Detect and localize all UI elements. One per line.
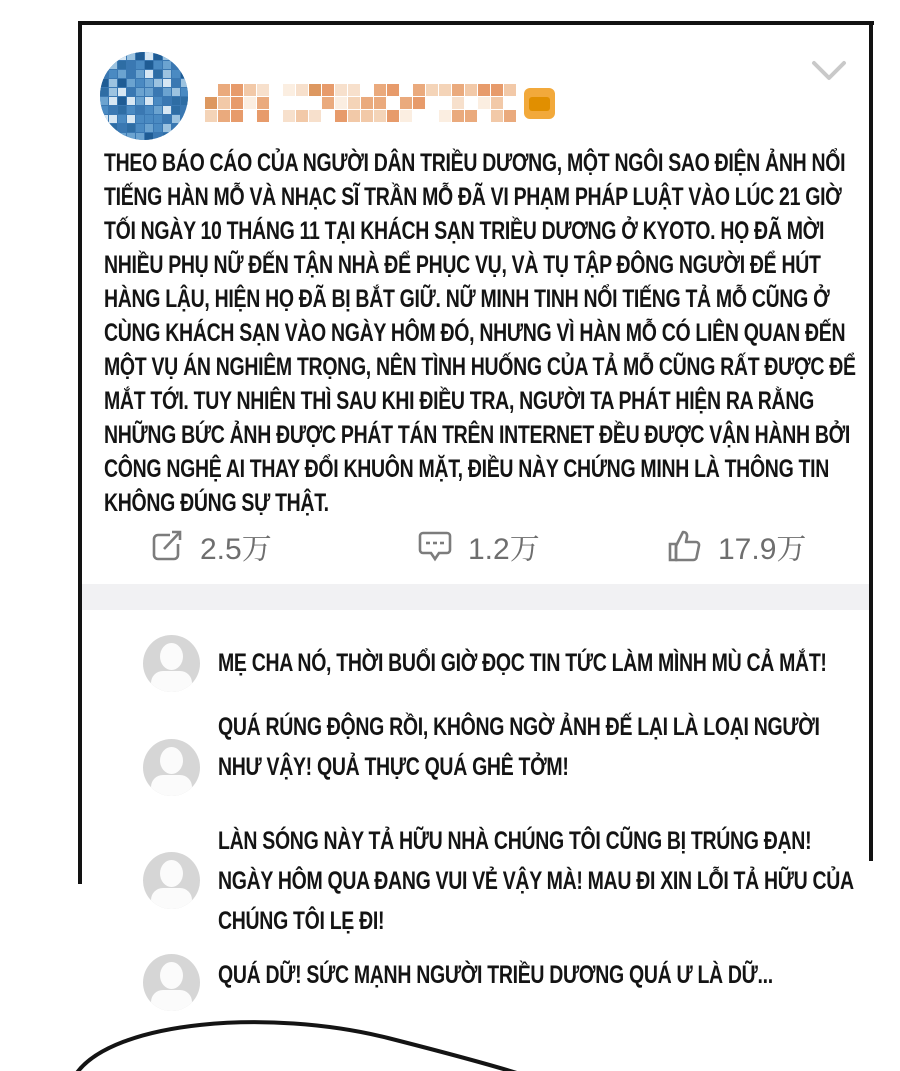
comment-text: LÀN SÓNG NÀY TẢ HỮU NHÀ CHÚNG TÔI CŨNG BỊ TRÚNG ĐẠN! NGÀY HÔM QUA ĐANG VUI VẺ VẬY MÀ! MAU ĐI XIN LỖI TẢ HỮU CỦA CHÚNG TÔI LẸ ĐI! [218, 827, 854, 935]
repost-count: 2.5万 [200, 533, 272, 566]
thumbs-up-icon [666, 527, 704, 565]
avatar-body-silhouette [151, 775, 192, 796]
panel-border-left [78, 21, 82, 884]
avatar-body-silhouette [151, 990, 192, 1011]
avatar-head-silhouette [160, 860, 183, 887]
censored-username [205, 84, 517, 123]
pixelated-avatar-mosaic [100, 52, 188, 140]
avatar-head-silhouette [160, 643, 183, 670]
avatar-body-silhouette [151, 888, 192, 909]
repost-icon [148, 527, 186, 565]
panel-border-right [869, 21, 873, 861]
like-count: 17.9万 [718, 533, 807, 566]
repost-stat[interactable] [148, 524, 272, 568]
poster-avatar[interactable] [100, 52, 188, 140]
comment-stat[interactable] [416, 524, 540, 568]
avatar-body-silhouette [151, 671, 192, 692]
avatar-head-silhouette [160, 962, 183, 989]
post-body-text: THEO BÁO CÁO CỦA NGƯỜI DÂN TRIỀU DƯƠNG, MỘT NGÔI SAO ĐIỆN ẢNH NỔI TIẾNG HÀN MỖ VÀ NHẠC SĨ TRẦN MỖ ĐÃ VI PHẠM PHÁP LUẬT VÀO LÚC 21 GIỜ TỐI NGÀY 10 THÁNG 11 TẠI KHÁCH SẠN TRIỀU DƯƠNG Ở KYOTO. HỌ ĐÃ MỜI NHIỀU PHỤ NỮ ĐẾN TẬN NHÀ ĐỂ PHỤC VỤ, VÀ TỤ TẬP ĐÔNG NGƯỜI ĐỂ HÚT HÀNG LẬU, HIỆN HỌ ĐÃ BỊ BẮT GIỮ. NỮ MINH TINH NỔI TIẾNG TẢ MỖ CŨNG Ở CÙNG KHÁCH SẠN VÀO NGÀY HÔM ĐÓ, NHƯNG VÌ HÀN MỖ CÓ LIÊN QUAN ĐẾN MỘT VỤ ÁN NGHIÊM TRỌNG, NÊN TÌNH HUỐNG CỦA TẢ MỖ CŨNG RẤT ĐƯỢC ĐỂ MẮT TỚI. TUY NHIÊN THÌ SAU KHI ĐIỀU TRA, NGƯỜI TA PHÁT HIỆN RA RẰNG NHỮNG BỨC ẢNH ĐƯỢC PHÁT TÁN TRÊN INTERNET ĐỀU ĐƯỢC VẬN HÀNH BỞI CÔNG NGHỆ AI THAY ĐỔI KHUÔN MẶT, ĐIỀU NÀY CHỨNG MINH LÀ THÔNG TIN KHÔNG ĐÚNG SỰ THẬT. [104, 149, 856, 517]
username-emoji-icon [524, 88, 555, 119]
like-stat[interactable] [666, 524, 806, 568]
commenter-avatar[interactable] [143, 739, 200, 796]
comment-count: 1.2万 [468, 533, 540, 566]
comment-text: MẸ CHA NÓ, THỜI BUỔI GIỜ ĐỌC TIN TỨC LÀM MÌNH MÙ CẢ MẮT! [218, 649, 827, 677]
comment-text: QUÁ RÚNG ĐỘNG RỒI, KHÔNG NGỜ ẢNH ĐẾ LẠI LÀ LOẠI NGƯỜI NHƯ VẬY! QUẢ THỰC QUÁ GHÊ TỞM! [218, 713, 820, 781]
section-divider [82, 584, 869, 610]
next-panel-bubble-arc [58, 1016, 538, 1071]
commenter-avatar[interactable] [143, 852, 200, 909]
avatar-head-silhouette [160, 747, 183, 774]
comment-text: QUÁ DỮ! SỨC MẠNH NGƯỜI TRIỀU DƯƠNG QUÁ Ư LÀ DỮ... [218, 961, 773, 989]
commenter-avatar[interactable] [143, 954, 200, 1011]
panel-border-top [78, 21, 874, 25]
chevron-down-icon[interactable] [810, 58, 848, 86]
comment-bubble-icon [416, 527, 454, 565]
commenter-avatar[interactable] [143, 635, 200, 692]
